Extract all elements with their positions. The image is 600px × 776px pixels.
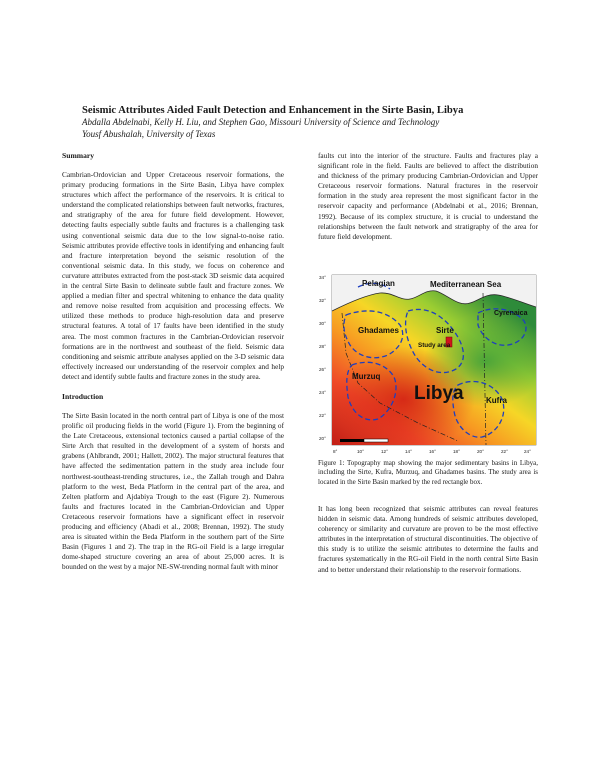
- author-list: [82, 117, 542, 140]
- lon-tick: 16°: [429, 449, 436, 454]
- lat-tick: 24°: [319, 390, 326, 395]
- libya-topography-map: [318, 273, 538, 456]
- introduction-heading: Introduction: [62, 391, 104, 401]
- figure-1-caption: Figure 1: Topography map showing the major sedimentary basins in Libya, including the Sirte, Kufra, Murzuq, and Ghadames basins. The study area is located in the Sirte Basin marked by the red rectangle box.: [318, 459, 538, 486]
- lat-tick: 34°: [319, 275, 326, 280]
- label-ghadames: Ghadames: [358, 326, 399, 335]
- scale-bar: [340, 439, 388, 442]
- summary-paragraph: Cambrian-Ordovician and Upper Cretaceous reservoir formations, the primary producing formations in the Sirte Basin, Libya have complex structures which affect the performance of the reservoirs. It is critical to understand the complicated relationships between fault networks, fractures, and stratigraphy of the area for future field development. However, detecting faults especially subtle faults and fractures is a challenging task using conventional seismic data due to the low signal-to-noise ratio. Seismic attributes provide effective tools in identifying and enhancing fault and fracture interpretation beyond the seismic resolution of the conventional seismic data. In this study, we focus on coherence and curvature attributes extracted from the post-stack 3D seismic data acquired in the central Sirte Basin to delineate subtle fault and fracture zones. We applied a median filter and spectral whitening to enhance the data quality and remove noise resulted from acquisition and processing effects. We utilized these methods to produce high-resolution data and preserve structural features. A total of 17 faults have been identified in the study area. The most common fractures in the Cambrian-Ordovician reservoir formations are in the northwest and southeast of the field. Seismic data conditioning and seismic attribute analyses applied on the 3-D seismic data effectively increased our understanding of the reservoir complex and help detect and identify subtle faults and fracture zones in the study area.: [62, 170, 284, 381]
- right-column-bottom: [318, 504, 538, 575]
- label-sirte: Sirte: [436, 326, 454, 335]
- label-pelagian: Pelagian: [362, 279, 395, 288]
- lat-tick: 26°: [319, 367, 326, 372]
- lon-tick: 20°: [477, 449, 484, 454]
- lat-tick: 20°: [319, 436, 326, 441]
- lon-tick: 10°: [357, 449, 364, 454]
- figure-1-map: [318, 273, 538, 456]
- paper-title: Seismic Attributes Aided Fault Detection and Enhancement in the Sirte Basin, Libya: [82, 105, 464, 116]
- label-cyrenaica: Cyrenaica: [494, 310, 528, 317]
- lat-tick: 30°: [319, 321, 326, 326]
- lat-tick: 32°: [319, 298, 326, 303]
- left-column: [62, 151, 284, 582]
- introduction-paragraph: The Sirte Basin located in the north central part of Libya is one of the most prolific oil producing fields in the world (Figure 1). From the beginning of the Late Cretaceous, extensional tectonics caused a partial collapse of the Sirte Arch that resulted in the development of a system of horsts and grabens (Ahlbrandt, 2001; Hallett, 2002). The major structural features that have affected the sedimentation pattern in the study area include four northwest-southeast-trending structures, i.e., the Zallah trough and Dahra platform to the west, Beda Platform in the central part of the area, and Zelten platform and Ajdabiya Trough to the east (Figure 2). Numerous faults and fractures located in the Cambrian-Ordovician and Upper Cretaceous reservoir formations have a significant effect in reservoir producing and efficiency (Abadi et al., 2008; Brennan, 1992). The study area is situated within the Beda Platform in the southern part of the Sirte Basin (Figures 1 and 2). The trap in the RG-oil Field is a large irregular dome-shaped structure covering an area of about 25,000 acres. It is bounded on the west by a major NE-SW-trending normal fault with minor: [62, 410, 284, 572]
- label-study-area: Study area: [418, 342, 451, 349]
- lon-tick: 8°: [333, 449, 338, 454]
- lat-tick: 22°: [319, 413, 326, 418]
- authors-line-1: Abdalla Abdelnabi, Kelly H. Liu, and Stephen Gao, Missouri University of Science and Technology: [82, 117, 440, 127]
- label-libya: Libya: [414, 383, 464, 404]
- lon-tick: 12°: [381, 449, 388, 454]
- label-mediterranean: Mediterranean Sea: [430, 280, 502, 289]
- lon-tick: 22°: [501, 449, 508, 454]
- authors-line-2: Yousf Abushalah, University of Texas: [82, 128, 216, 139]
- summary-heading: Summary: [62, 151, 95, 160]
- right-column-paragraph-2: It has long been recognized that seismic attributes can reveal features hidden in seismic data. Among hundreds of seismic attributes developed, coherency or similarity and curvature are proven to be the most effective attributes in the interpretation of structural discontinuities. The objective of this study is to utilize the seismic attributes to determine the faults and fractures systematically in the RG-oil Field in the north central Sirte Basin and to better understand their relationship to the reservoir formations.: [318, 504, 538, 574]
- lon-tick: 24°: [524, 449, 531, 454]
- right-column-top: [318, 151, 538, 252]
- label-kufra: Kufra: [486, 396, 507, 405]
- lat-tick: 28°: [319, 344, 326, 349]
- lon-tick: 14°: [405, 449, 412, 454]
- right-column-paragraph-1: faults cut into the interior of the structure. Faults and fractures play a significant role in the field. Faults are believed to affect the distribution and thickness of the primary producing Cambrian-Ordovician and Upper Cretaceous reservoir formations. Natural fractures in the reservoir formation in the study area represent the most significant factor in the reservoir capacity and performance (Abdelnabi et al., 2016; Brennan, 1992). Because of its complex structure, it is crucial to understand the relationships between the fault network and stratigraphy of the area for future field development.: [318, 151, 538, 241]
- label-murzuq: Murzuq: [352, 372, 381, 381]
- lon-tick: 18°: [453, 449, 460, 454]
